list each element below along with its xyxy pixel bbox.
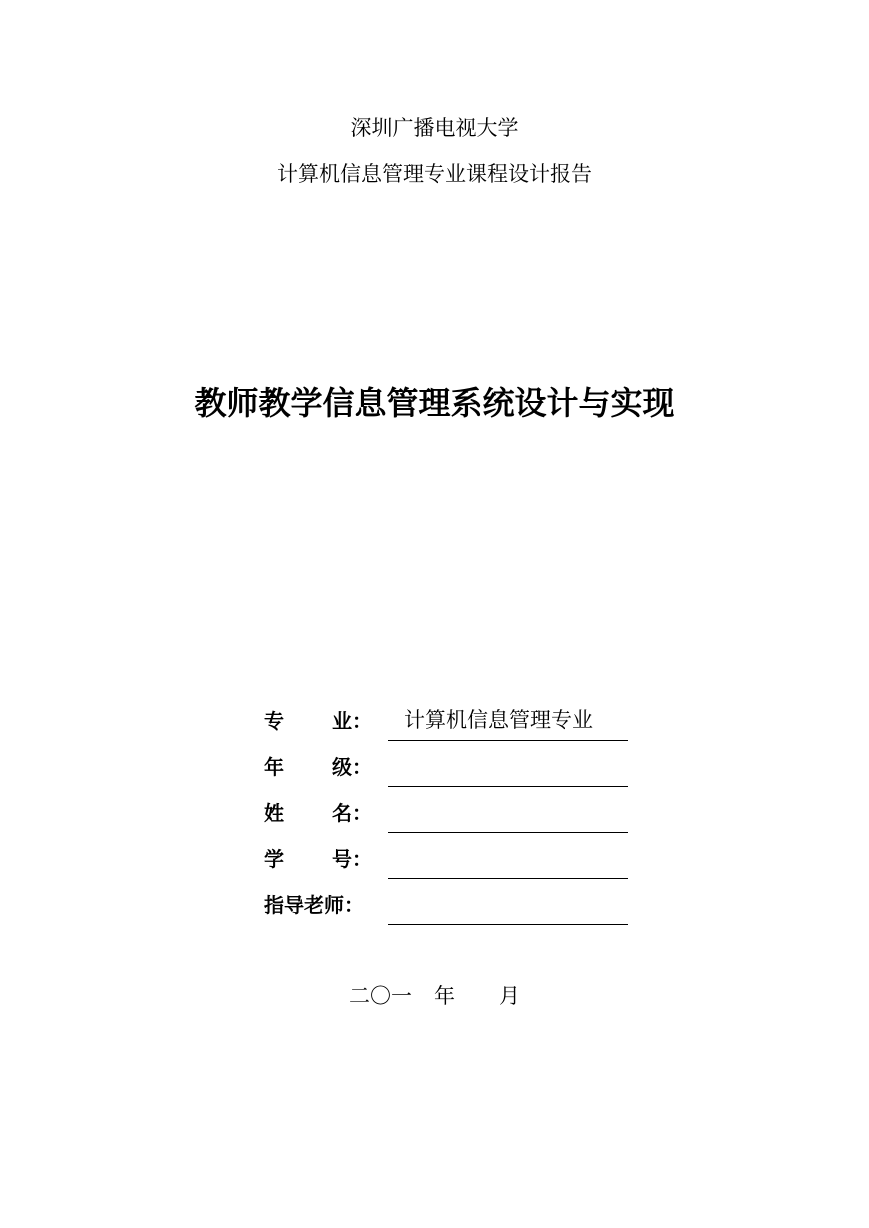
student-id-label bbox=[264, 844, 382, 874]
student-info-form bbox=[264, 700, 644, 930]
name-label-char-2: 名 bbox=[332, 801, 352, 825]
major-label-colon: ： bbox=[352, 709, 372, 733]
grade-label-char-2: 级 bbox=[332, 755, 352, 779]
info-row-student-id bbox=[264, 838, 644, 884]
grade-label bbox=[264, 752, 382, 782]
thesis-title: 教师教学信息管理系统设计与实现 bbox=[194, 384, 675, 422]
info-row-major bbox=[264, 700, 644, 746]
advisor-label bbox=[264, 890, 382, 920]
date-year: 二〇一 bbox=[349, 984, 412, 1008]
advisor-label-colon: ： bbox=[344, 893, 364, 917]
info-row-advisor bbox=[264, 884, 644, 930]
name-label-char-1: 姓 bbox=[264, 801, 284, 825]
info-row-name bbox=[264, 792, 644, 838]
student-id-label-colon: ： bbox=[352, 847, 372, 871]
advisor-field bbox=[388, 884, 628, 925]
major-label bbox=[264, 706, 382, 736]
student-id-field bbox=[388, 838, 628, 879]
report-type: 计算机信息管理专业课程设计报告 bbox=[277, 162, 592, 186]
advisor-label-text: 指导老师 bbox=[264, 893, 344, 917]
info-row-grade bbox=[264, 746, 644, 792]
name-label-colon: ： bbox=[352, 801, 372, 825]
grade-label-char-1: 年 bbox=[264, 755, 284, 779]
date-month-unit: 月 bbox=[499, 984, 520, 1008]
major-label-char-1: 专 bbox=[264, 709, 284, 733]
name-label bbox=[264, 798, 382, 828]
major-label-char-2: 业 bbox=[332, 709, 352, 733]
date-year-unit: 年 bbox=[434, 984, 455, 1008]
university-name: 深圳广播电视大学 bbox=[350, 116, 519, 140]
student-id-label-char-1: 学 bbox=[264, 847, 284, 871]
grade-label-colon: ： bbox=[352, 755, 372, 779]
major-field: 计算机信息管理专业 bbox=[388, 700, 628, 741]
student-id-label-char-2: 号 bbox=[332, 847, 352, 871]
date-line bbox=[0, 982, 869, 1010]
name-field bbox=[388, 792, 628, 833]
grade-field bbox=[388, 746, 628, 787]
